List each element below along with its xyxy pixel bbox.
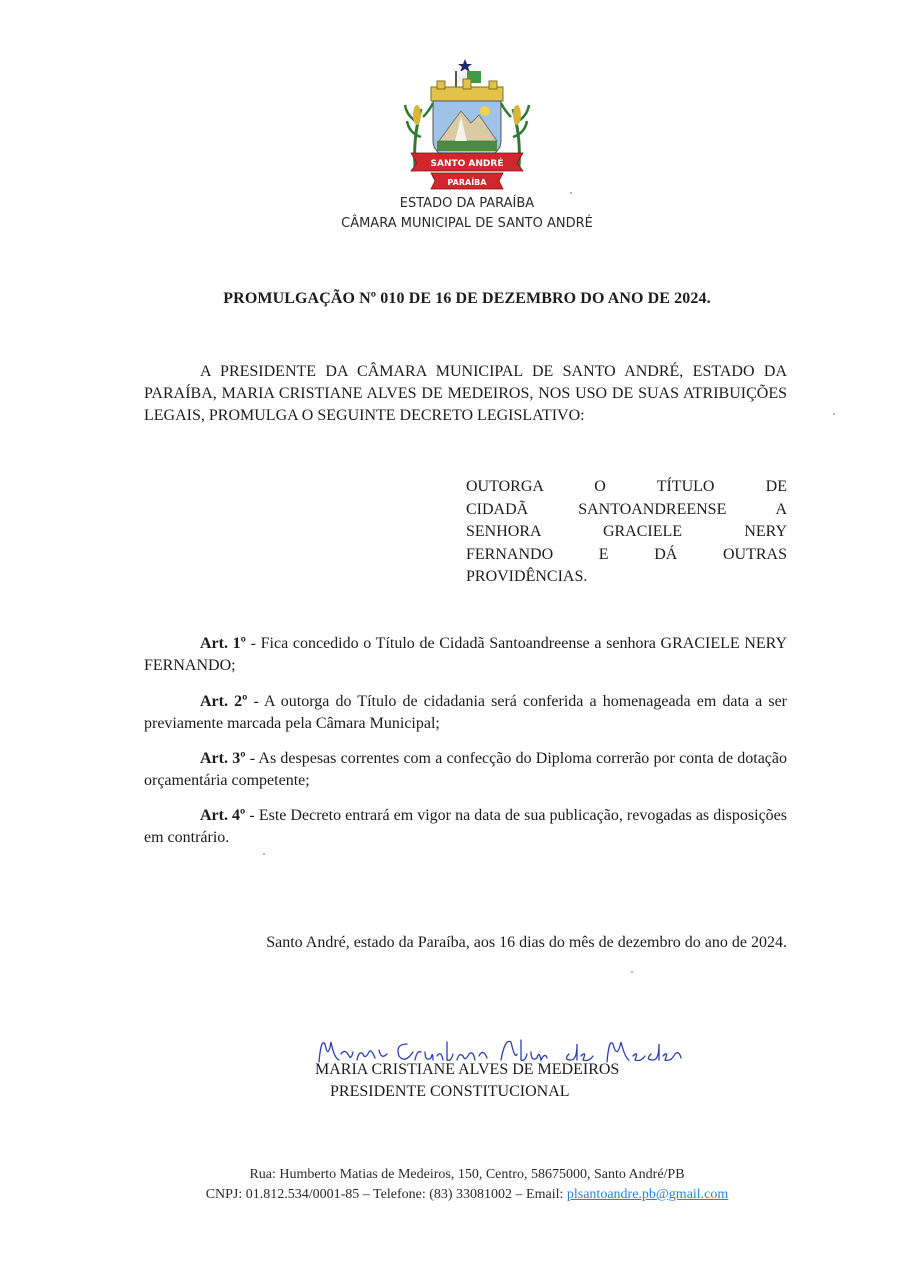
article-text: - Este Decreto entrará em vigor na data de sua publicação, revogadas as disposições em contrário. (144, 807, 788, 846)
crest-ribbon-bottom-text: PARAÍBA (447, 178, 487, 187)
municipal-crest-logo (399, 57, 535, 191)
article-text: - A outorga do Título de cidadania será conferida a homenageada em data a ser previamente marcada pela Câmara Municipal; (144, 693, 788, 732)
ementa-line: SENHORA GRACIELE NERY (466, 523, 787, 540)
scan-speck (631, 971, 633, 973)
article-text: - Fica concedido o Título de Cidadã Santoandreense a senhora GRACIELE NERY FERNANDO; (144, 635, 788, 674)
article-label: Art. 1º (200, 635, 246, 652)
header-state: ESTADO DA PARAÍBA (399, 196, 535, 211)
signatory-name: MARIA CRISTIANE ALVES DE MEDEIROS (315, 1061, 620, 1078)
header-chamber: CÂMARA MUNICIPAL DE SANTO ANDRÉ (341, 216, 593, 231)
article-label: Art. 3º (200, 750, 246, 767)
ementa-block (466, 476, 787, 589)
place-and-date: Santo André, estado da Paraíba, aos 16 dias do mês de dezembro do ano de 2024. (266, 934, 787, 951)
document-title: PROMULGAÇÃO Nº 010 DE 16 DE DEZEMBRO DO ANO DE 2024. (223, 290, 711, 307)
article-label: Art. 2º (200, 693, 248, 710)
intro-paragraph: A PRESIDENTE DA CÂMARA MUNICIPAL DE SANTO ANDRÉ, ESTADO DA PARAÍBA, MARIA CRISTIANE ALVES DE MEDEIROS, NOS USO DE SUAS ATRIBUIÇÕES LEGAIS, PROMULGA O SEGUINTE DECRETO LEGISLATIVO: (144, 363, 787, 424)
article-2 (144, 691, 787, 735)
ementa-line: FERNANDO E DÁ OUTRAS (466, 545, 787, 563)
scan-speck (570, 192, 572, 194)
ementa-line: PROVIDÊNCIAS. (466, 568, 588, 585)
email-link[interactable]: plsantoandre.pb@gmail.com (566, 1187, 729, 1202)
footer-contact-prefix: CNPJ: 01.812.534/0001-85 – Telefone: (83) 33081002 – Email: (205, 1187, 567, 1202)
footer-contact (0, 1187, 900, 1203)
article-text: - As despesas correntes com a confecção do Diploma correrão por conta de dotação orçamentária competente; (144, 750, 788, 789)
crest-ribbon-top-text: SANTO ANDRÉ (430, 159, 504, 169)
signatory-role: PRESIDENTE CONSTITUCIONAL (330, 1083, 570, 1100)
article-4 (144, 805, 787, 849)
scan-speck (263, 853, 265, 855)
article-label: Art. 4º (200, 807, 246, 824)
ementa-line: OUTORGA O TÍTULO DE (466, 478, 787, 495)
article-3 (144, 748, 787, 792)
scan-speck (833, 413, 835, 415)
article-1 (144, 633, 787, 677)
footer-address: Rua: Humberto Matias de Medeiros, 150, Centro, 58675000, Santo André/PB (249, 1167, 685, 1182)
ementa-line: CIDADÃ SANTOANDREENSE A (466, 500, 787, 518)
